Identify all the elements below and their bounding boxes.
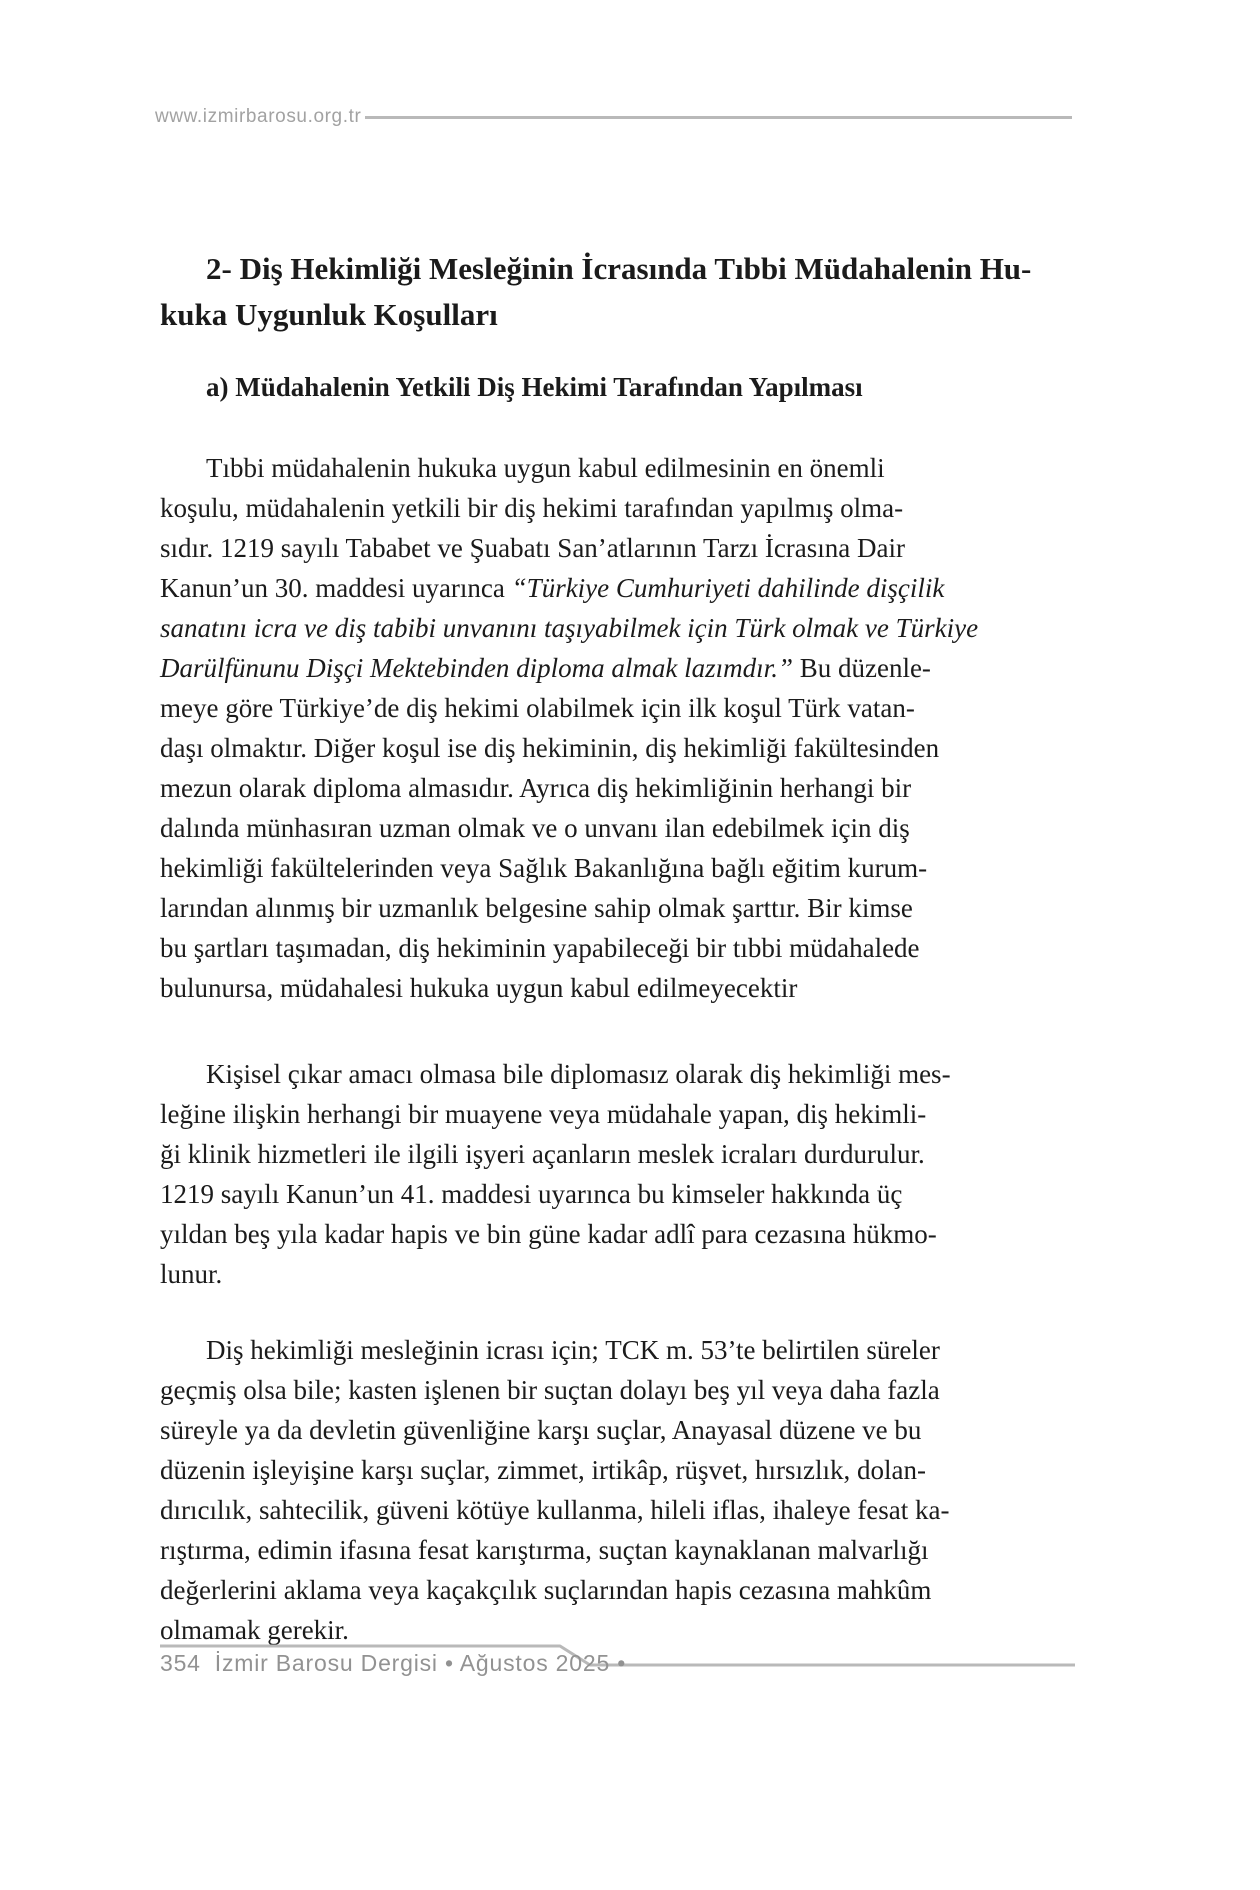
text-line — [160, 1330, 1072, 1370]
text-segment: meye göre Türkiye’de diş hekimi olabilmek için ilk koşul Türk vatan- — [160, 693, 915, 723]
text-segment: geçmiş olsa bile; kasten işlenen bir suçtan dolayı beş yıl veya daha fazla — [160, 1375, 940, 1405]
text-line — [160, 848, 1072, 888]
text-line — [160, 928, 1072, 968]
text-line — [160, 768, 1072, 808]
text-line — [160, 246, 1072, 292]
text-segment: yıldan beş yıla kadar hapis ve bin güne kadar adlî para cezasına hükmo- — [160, 1219, 937, 1249]
text-line — [160, 1054, 1072, 1094]
text-segment: Tıbbi müdahalenin hukuka uygun kabul edilmesinin en önemli — [206, 453, 885, 483]
text-line — [160, 728, 1072, 768]
text-segment: düzenin işleyişine karşı suçlar, zimmet, irtikâp, rüşvet, hırsızlık, dolan- — [160, 1455, 926, 1485]
text-segment: Diş hekimliği mesleğinin icrası için; TCK m. 53’te belirtilen süreler — [206, 1335, 940, 1365]
text-segment: koşulu, müdahalenin yetkili bir diş hekimi tarafından yapılmış olma- — [160, 493, 904, 523]
text-segment: mezun olarak diploma almasıdır. Ayrıca diş hekimliğinin herhangi bir — [160, 773, 912, 803]
text-segment: kuka Uygunluk Koşulları — [160, 297, 498, 332]
subheading — [160, 364, 1072, 410]
text-line — [160, 1450, 1072, 1490]
text-line — [160, 688, 1072, 728]
heading — [160, 246, 1072, 338]
text-segment: dırıcılık, sahtecilik, güveni kötüye kullanma, hileli iflas, ihaleye fesat ka- — [160, 1495, 950, 1525]
text-segment: bu şartları taşımadan, diş hekiminin yapabileceği bir tıbbi müdahalede — [160, 933, 920, 963]
text-line — [160, 1530, 1072, 1570]
text-line — [160, 968, 1072, 1008]
text-line — [160, 1490, 1072, 1530]
text-segment: hekimliği fakültelerinden veya Sağlık Bakanlığına bağlı eğitim kurum- — [160, 853, 928, 883]
page-footer — [160, 1650, 626, 1677]
text-line — [160, 648, 1072, 688]
paragraph — [160, 1054, 1072, 1294]
text-segment: Bu düzenle- — [792, 653, 931, 683]
text-segment: leğine ilişkin herhangi bir muayene veya müdahale yapan, diş hekimli- — [160, 1099, 927, 1129]
page-header — [155, 106, 1072, 128]
text-segment: dalında münhasıran uzman olmak ve o unvanı ilan edebilmek için diş — [160, 813, 910, 843]
text-line — [160, 568, 1072, 608]
text-segment: a) Müdahalenin Yetkili Diş Hekimi Tarafından Yapılması — [206, 372, 863, 402]
text-line — [160, 488, 1072, 528]
text-line — [160, 1094, 1072, 1134]
text-line — [160, 1570, 1072, 1610]
quoted-statute-text: “Türkiye Cumhuriyeti dahilinde dişçilik — [511, 573, 945, 603]
footer-page-number: 354 — [160, 1650, 201, 1676]
text-segment: Kanun’un 30. maddesi uyarınca — [160, 573, 512, 603]
text-line — [160, 292, 1072, 338]
text-segment: lunur. — [160, 1259, 223, 1289]
text-line — [160, 1214, 1072, 1254]
text-segment: sıdır. 1219 sayılı Tababet ve Şuabatı San’atlarının Tarzı İcrasına Dair — [160, 533, 906, 563]
text-line — [160, 1254, 1072, 1294]
text-line — [160, 808, 1072, 848]
text-segment: bulunursa, müdahalesi hukuka uygun kabul edilmeyecektir — [160, 973, 798, 1003]
text-segment: 1219 sayılı Kanun’un 41. maddesi uyarınca bu kimseler hakkında üç — [160, 1179, 903, 1209]
text-segment: süreyle ya da devletin güvenliğine karşı suçlar, Anayasal düzene ve bu — [160, 1415, 922, 1445]
paragraph — [160, 1330, 1072, 1650]
text-line — [160, 1410, 1072, 1450]
text-line — [160, 1370, 1072, 1410]
header-url: www.izmirbarosu.org.tr — [155, 106, 362, 127]
text-line — [160, 448, 1072, 488]
quoted-statute-text: Darülfünunu Dişçi Mektebinden diploma almak lazımdır.” — [160, 653, 793, 683]
quoted-statute-text: sanatını icra ve diş tabibi unvanını taşıyabilmek için Türk olmak ve Türkiye — [160, 613, 979, 643]
text-line — [160, 528, 1072, 568]
text-segment: rıştırma, edimin ifasına fesat karıştırma, suçtan kaynaklanan malvarlığı — [160, 1535, 929, 1565]
text-line — [160, 608, 1072, 648]
text-segment: Kişisel çıkar amacı olmasa bile diplomasız olarak diş hekimliği mes- — [206, 1059, 951, 1089]
text-segment: daşı olmaktır. Diğer koşul ise diş hekiminin, diş hekimliği fakültesinden — [160, 733, 940, 763]
text-segment: değerlerini aklama veya kaçakçılık suçlarından hapis cezasına mahkûm — [160, 1575, 932, 1605]
text-segment: 2- Diş Hekimliği Mesleğinin İcrasında Tıbbi Müdahalenin Hu- — [206, 251, 1032, 286]
header-rule — [365, 116, 1072, 119]
text-segment: larından alınmış bir uzmanlık belgesine sahip olmak şarttır. Bir kimse — [160, 893, 913, 923]
text-line — [160, 888, 1072, 928]
text-line — [160, 1134, 1072, 1174]
paragraph — [160, 448, 1072, 1008]
text-segment: ği klinik hizmetleri ile ilgili işyeri açanların meslek icraları durdurulur. — [160, 1139, 925, 1169]
footer-journal-title: İzmir Barosu Dergisi • Ağustos 2025 • — [214, 1650, 627, 1676]
text-segment: olmamak gerekir. — [160, 1615, 349, 1645]
text-line — [160, 1174, 1072, 1214]
text-line — [160, 364, 1072, 410]
